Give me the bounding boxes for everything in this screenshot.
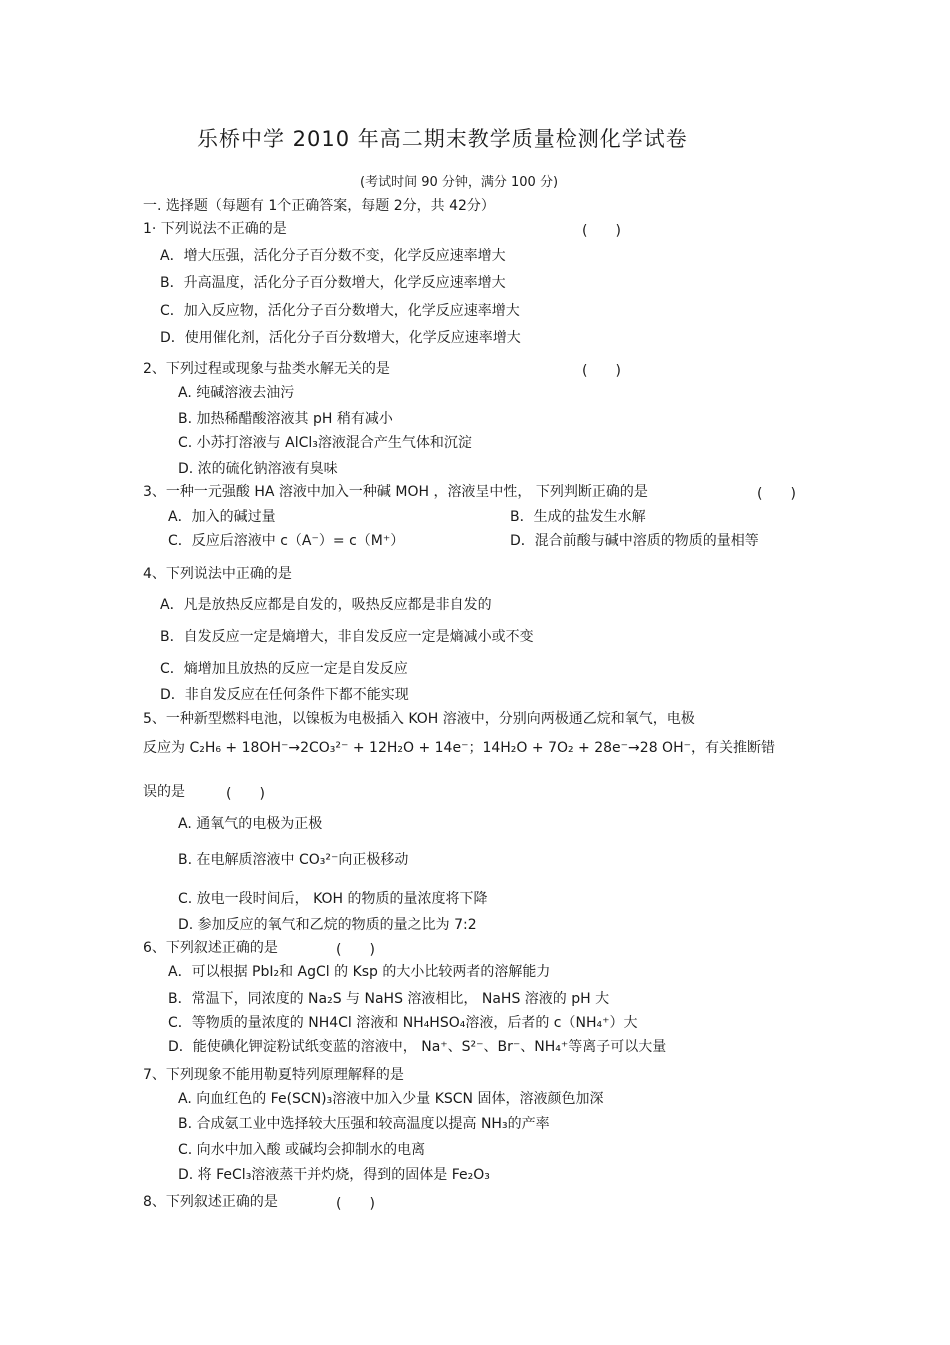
question-4-option-a: A．凡是放热反应都是自发的，吸热反应都是非自发的: [160, 597, 492, 613]
question-6-option-d: D．能使碘化钾淀粉试纸变蓝的溶液中， Na⁺、S²⁻、Br⁻、NH₄⁺等离子可以大量: [168, 1039, 667, 1055]
question-6-option-b: B．常温下，同浓度的 Na₂S 与 NaHS 溶液相比， NaHS 溶液的 pH 大: [168, 991, 610, 1007]
question-3-stem: 3、一种一元强酸 HA 溶液中加入一种碱 MOH ，溶液呈中性， 下列判断正确的是: [143, 484, 648, 500]
question-6-answer-paren: ( ): [336, 942, 375, 958]
question-1-stem: 1· 下列说法不正确的是: [143, 221, 287, 237]
page-title: 乐桥中学 2010 年高二期末教学质量检测化学试卷: [197, 127, 688, 151]
question-7-option-c: C. 向水中加入酸 或碱均会抑制水的电离: [178, 1142, 426, 1158]
question-7-stem: 7、下列现象不能用勒夏特列原理解释的是: [143, 1067, 404, 1083]
question-3-answer-paren: ( ): [757, 486, 796, 502]
question-2-option-c: C. 小苏打溶液与 AlCl₃溶液混合产生气体和沉淀: [178, 435, 472, 451]
question-2-option-d: D. 浓的硫化钠溶液有臭味: [178, 461, 338, 477]
question-3-option-a: A．加入的碱过量: [168, 509, 276, 525]
question-4-option-c: C．熵增加且放热的反应一定是自发反应: [160, 661, 408, 677]
question-1-option-b: B．升高温度，活化分子百分数增大，化学反应速率增大: [160, 275, 506, 291]
question-4-stem: 4、下列说法中正确的是: [143, 566, 292, 582]
question-3-option-b: B．生成的盐发生水解: [510, 509, 646, 525]
question-5-option-c: C. 放电一段时间后， KOH 的物质的量浓度将下降: [178, 891, 488, 907]
question-2-answer-paren: ( ): [582, 363, 621, 379]
question-4-option-b: B．自发反应一定是熵增大，非自发反应一定是熵减小或不变: [160, 629, 534, 645]
exam-info: (考试时间 90 分钟，满分 100 分): [360, 175, 559, 190]
question-3-option-d: D．混合前酸与碱中溶质的物质的量相等: [510, 533, 759, 549]
question-8-answer-paren: ( ): [336, 1196, 375, 1212]
question-5-option-b: B. 在电解质溶液中 CO₃²⁻向正极移动: [178, 852, 409, 868]
question-2-option-b: B. 加热稀醋酸溶液其 pH 稍有减小: [178, 411, 393, 427]
section-heading: 一. 选择题（每题有 1个正确答案，每题 2分，共 42分）: [143, 198, 495, 214]
question-5-stem-line1: 5、一种新型燃料电池，以镍板为电极插入 KOH 溶液中，分别向两极通乙烷和氧气，电极: [143, 711, 695, 727]
question-2-option-a: A. 纯碱溶液去油污: [178, 385, 295, 401]
question-8-stem: 8、下列叙述正确的是: [143, 1194, 278, 1210]
question-5-option-a: A. 通氧气的电极为正极: [178, 816, 323, 832]
question-5-stem-line3: 误的是: [143, 784, 185, 800]
question-1-option-a: A．增大压强，活化分子百分数不变，化学反应速率增大: [160, 248, 506, 264]
question-1-answer-paren: ( ): [582, 223, 621, 239]
question-4-option-d: D．非自发反应在任何条件下都不能实现: [160, 687, 409, 703]
question-7-option-d: D. 将 FeCl₃溶液蒸干并灼烧，得到的固体是 Fe₂O₃: [178, 1167, 490, 1183]
question-1-option-d: D．使用催化剂，活化分子百分数增大，化学反应速率增大: [160, 330, 521, 346]
question-5-option-d: D. 参加反应的氧气和乙烷的物质的量之比为 7:2: [178, 917, 477, 933]
question-6-option-c: C．等物质的量浓度的 NH4Cl 溶液和 NH₄HSO₄溶液，后者的 c（NH₄⁺）大: [168, 1015, 638, 1031]
question-6-stem: 6、下列叙述正确的是: [143, 940, 278, 956]
question-2-stem: 2、下列过程或现象与盐类水解无关的是: [143, 361, 390, 377]
question-1-option-c: C．加入反应物，活化分子百分数增大，化学反应速率增大: [160, 303, 520, 319]
question-6-option-a: A．可以根据 PbI₂和 AgCl 的 Ksp 的大小比较两者的溶解能力: [168, 964, 551, 980]
question-3-option-c: C．反应后溶液中 c（A⁻）= c（M⁺）: [168, 533, 405, 549]
question-5-stem-line2: 反应为 C₂H₆ + 18OH⁻→2CO₃²⁻ + 12H₂O + 14e⁻；14H₂O + 7O₂ + 28e⁻→28 OH⁻，有关推断错: [143, 740, 775, 756]
question-5-answer-paren: ( ): [226, 786, 265, 802]
question-7-option-a: A. 向血红色的 Fe(SCN)₃溶液中加入少量 KSCN 固体，溶液颜色加深: [178, 1091, 604, 1107]
question-7-option-b: B. 合成氨工业中选择较大压强和较高温度以提高 NH₃的产率: [178, 1116, 550, 1132]
